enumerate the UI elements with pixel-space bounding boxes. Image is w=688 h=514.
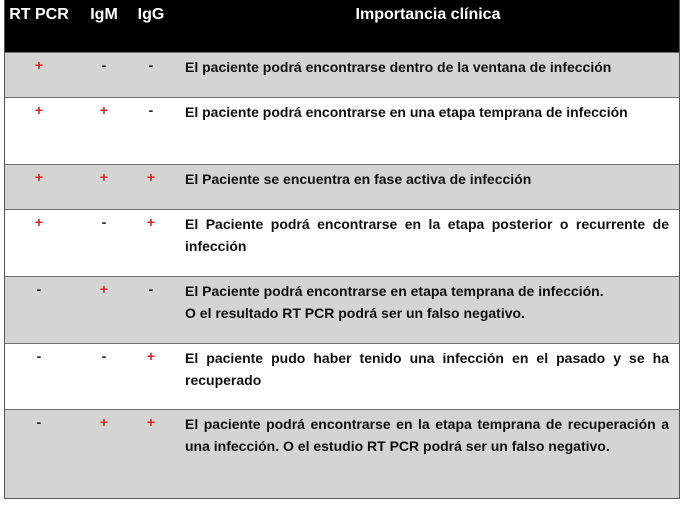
importance-line: El paciente pudo haber tenido una infección en el pasado y se ha recuperado [185, 350, 669, 388]
cell-rt-pcr: + [34, 214, 44, 230]
importance-line: El Paciente podrá encontrarse en etapa temprana de infección. [185, 283, 604, 299]
cell-importance [167, 344, 679, 409]
cell-igg: + [146, 414, 156, 430]
importance-line: O el resultado RT PCR podrá ser un falso negativo. [185, 305, 525, 321]
cell-igm: + [99, 281, 109, 297]
cell-importance [167, 410, 679, 498]
cell-rt-pcr: + [34, 57, 44, 73]
table-row [5, 343, 679, 409]
header-igg: IgG [137, 6, 165, 23]
table-row [5, 97, 679, 164]
cell-igg: + [146, 214, 156, 230]
table-row [5, 209, 679, 276]
table-row [5, 276, 679, 343]
cell-igm: + [99, 169, 109, 185]
cell-importance [167, 98, 679, 164]
cell-rt-pcr: - [36, 414, 42, 430]
table-row [5, 164, 679, 209]
cell-igg: - [148, 57, 154, 73]
header-importance: Importancia clínica [355, 6, 501, 23]
cell-igm: - [101, 57, 107, 73]
cell-igg: - [148, 102, 154, 118]
importance-line: El paciente podrá encontrarse en la etapa temprana de recuperación a una infección. O el estudio RT PCR podrá ser un falso negativo. [185, 416, 669, 454]
cell-rt-pcr: - [36, 348, 42, 364]
cell-importance [167, 210, 679, 276]
clinical-importance-table [4, 0, 680, 499]
cell-rt-pcr: - [36, 281, 42, 297]
cell-importance [167, 53, 679, 97]
cell-importance [167, 277, 679, 343]
cell-igg: + [146, 169, 156, 185]
cell-igg: + [146, 348, 156, 364]
cell-igg: - [148, 281, 154, 297]
cell-rt-pcr: + [34, 102, 44, 118]
importance-line: El paciente podrá encontrarse dentro de la ventana de infección [185, 59, 612, 75]
cell-importance [167, 165, 679, 209]
importance-line: El paciente podrá encontrarse en una etapa temprana de infección [185, 104, 628, 120]
importance-line: El Paciente podrá encontrarse en la etapa posterior o recurrente de infección [185, 216, 669, 254]
cell-igm: + [99, 102, 109, 118]
cell-igm: + [99, 414, 109, 430]
table-row [5, 409, 679, 498]
cell-igm: - [101, 214, 107, 230]
cell-rt-pcr: + [34, 169, 44, 185]
importance-line: El Paciente se encuentra en fase activa de infección [185, 171, 532, 187]
table-row [5, 52, 679, 97]
header-rt-pcr: RT PCR [9, 6, 69, 23]
cell-igm: - [101, 348, 107, 364]
header-igm: IgM [90, 6, 118, 23]
table-header [5, 0, 679, 52]
